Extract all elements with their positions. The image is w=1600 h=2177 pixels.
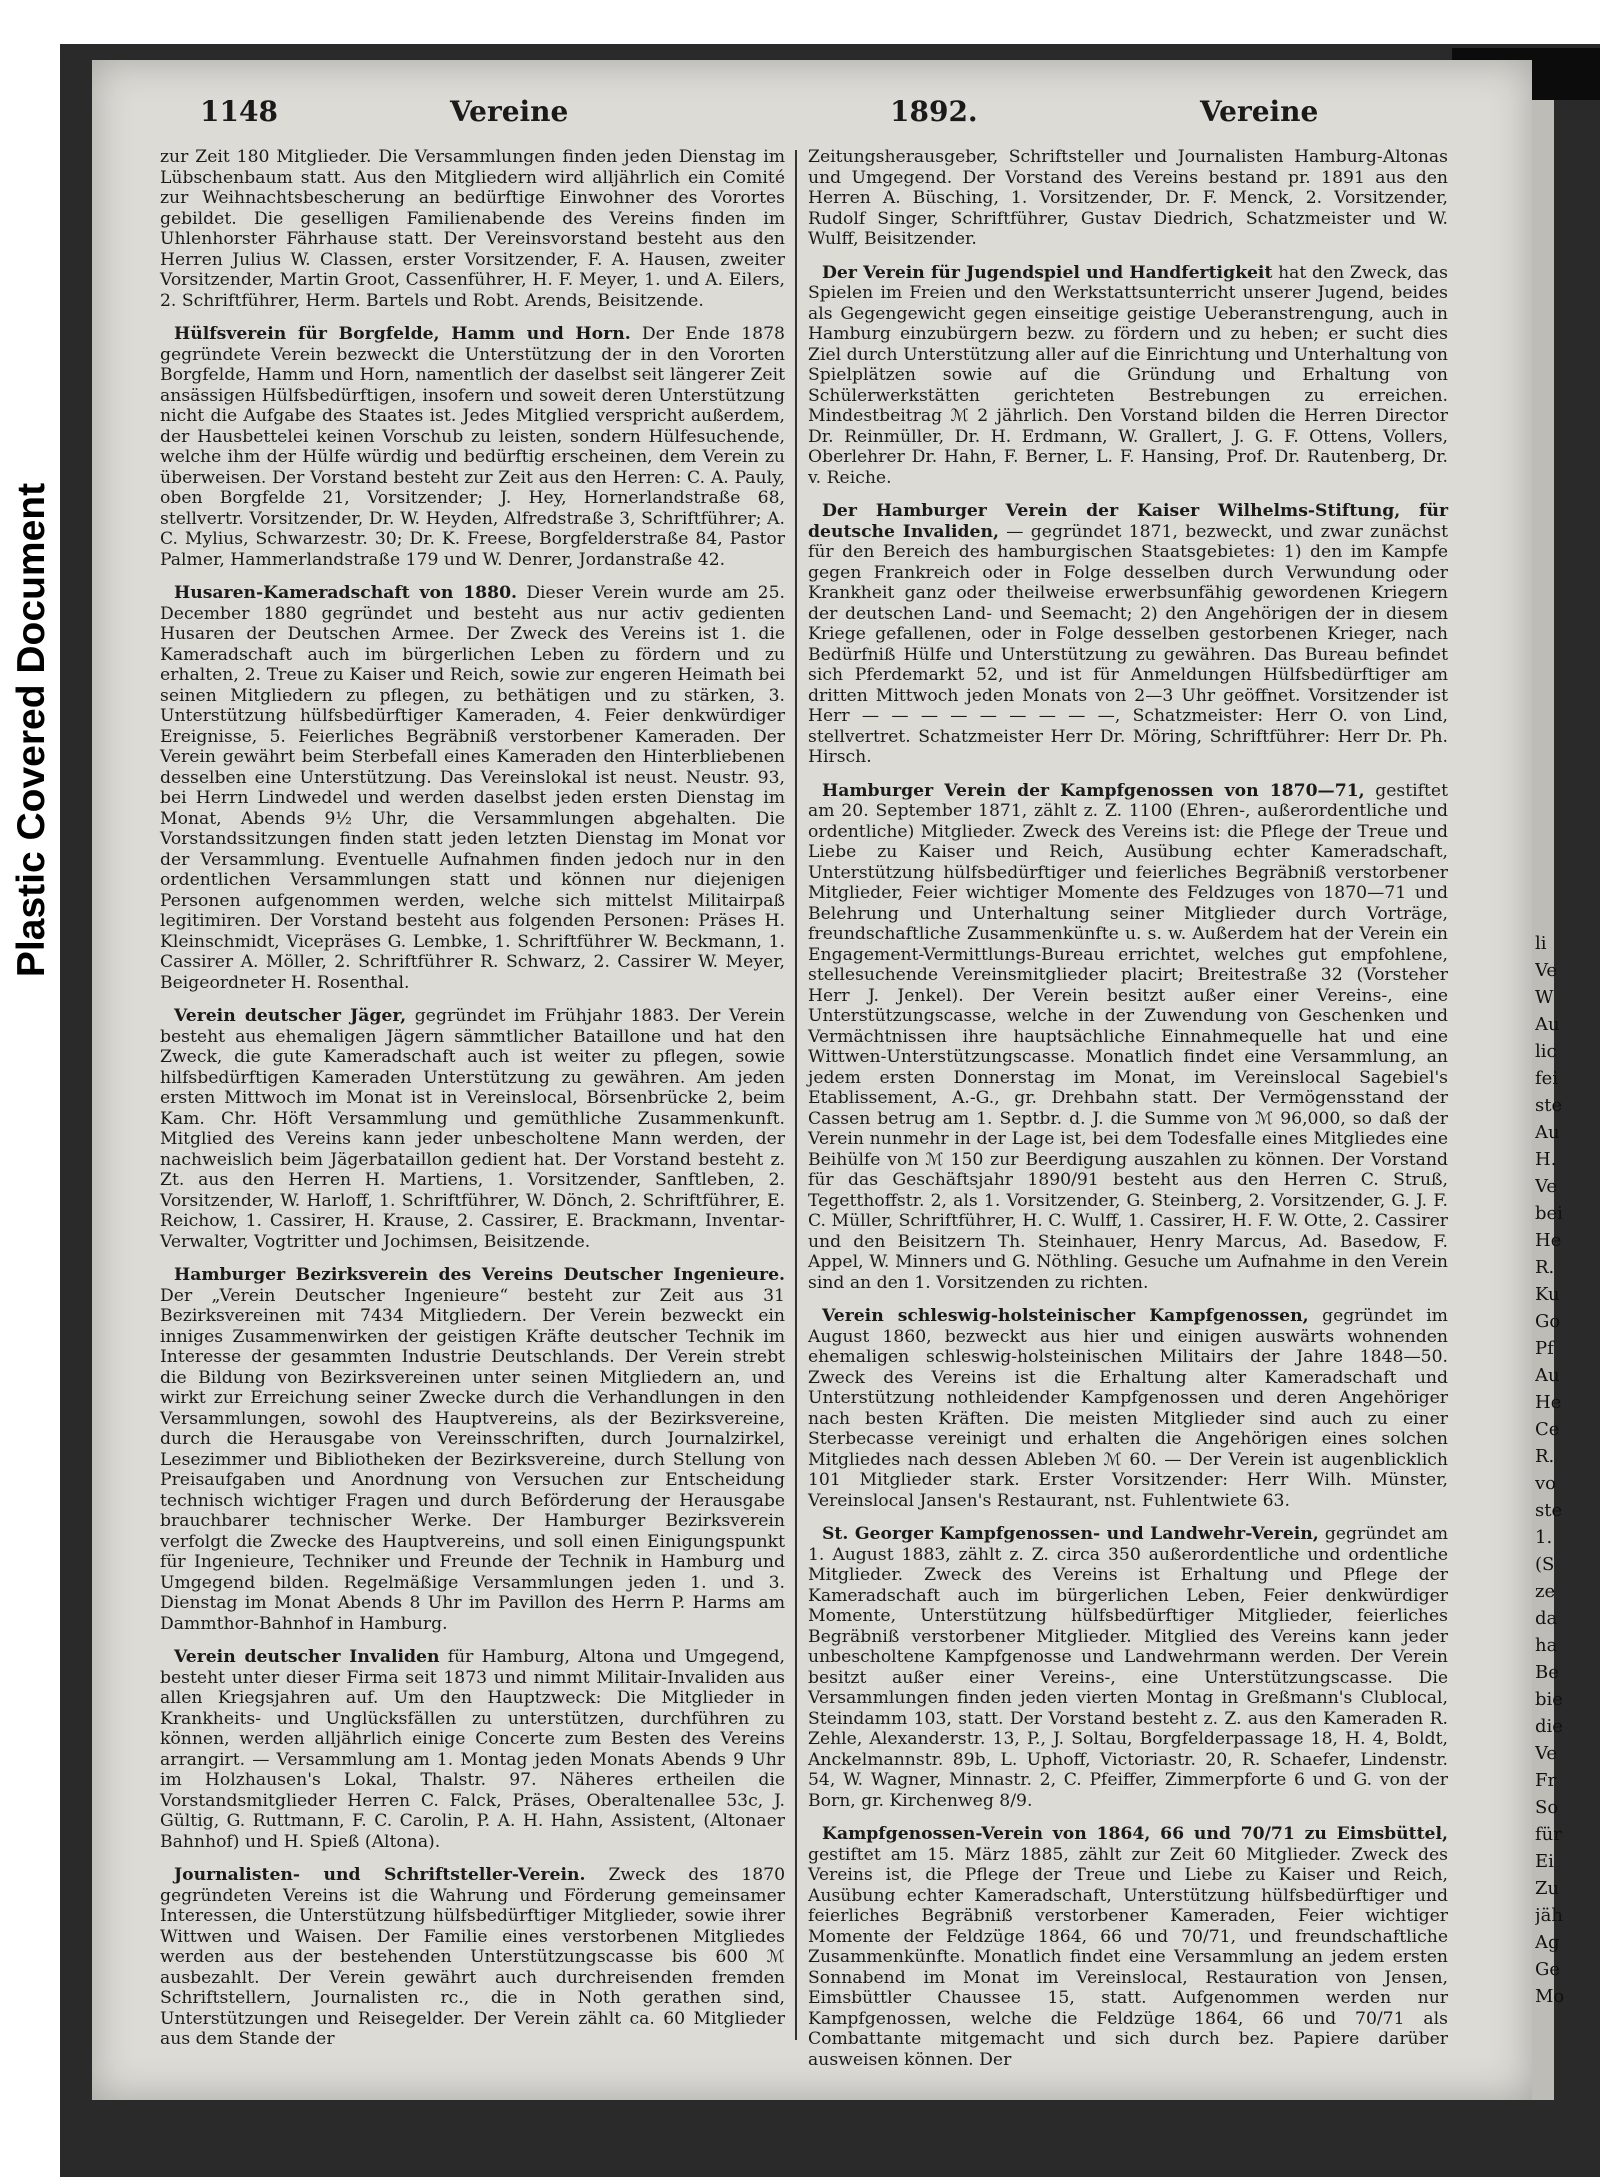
page-header: [150, 95, 1450, 145]
margin-fragment: W: [1535, 987, 1554, 1008]
left-column: [160, 147, 785, 2063]
plastic-covered-label: [0, 460, 64, 1000]
margin-fragment: R.: [1535, 1446, 1555, 1467]
margin-fragment: Ve: [1535, 960, 1557, 981]
margin-fragment: ze: [1535, 1581, 1556, 1602]
article-entry: [808, 1824, 1448, 2070]
margin-fragment: fei: [1535, 1068, 1559, 1089]
article-entry: [160, 1265, 785, 1634]
entry-heading: Verein schleswig-holsteinischer Kampfgenossen,: [822, 1306, 1309, 1326]
margin-fragment: Go: [1535, 1311, 1561, 1332]
running-head-right: Vereine: [1200, 95, 1319, 128]
entry-heading: Der Hamburger Verein der Kaiser Wilhelms-Stiftung, für deutsche Invaliden,: [808, 501, 1448, 542]
margin-fragment: R.: [1535, 1257, 1555, 1278]
entry-heading: Verein deutscher Invaliden: [174, 1647, 440, 1667]
margin-fragment: lic: [1535, 1041, 1557, 1062]
margin-fragment: (S: [1535, 1554, 1555, 1575]
article-entry: [160, 1647, 785, 1852]
entry-heading: Husaren-Kameradschaft von 1880.: [174, 583, 518, 603]
right-column: [808, 147, 1448, 2083]
article-entry: [808, 1306, 1448, 1511]
entry-heading: St. Georger Kampfgenossen- und Landwehr-Verein,: [822, 1524, 1319, 1544]
margin-fragment: Pf: [1535, 1338, 1554, 1359]
entry-text: Der „Verein Deutscher Ingenieure“ besteht zur Zeit aus 31 Bezirksvereinen mit 7434 Mitgliedern. Der Verein bezweckt ein inniges Zusammenwirken der geistigen Kräfte deutscher Technik im Interesse der gesammten Industrie Deutschlands. Der Verein strebt die Bildung von Bezirksvereinen unter seinen Mitgliedern an, und wirkt zur Erreichung seiner Zwecke durch die Verhandlungen in den Versammlungen, sowohl des Hauptvereins, als der Bezirksvereine, durch die Herausgabe von Vereinsschriften, durch Journalzirkel, Lesezimmer und Bibliotheken der Bezirksvereine, durch Stellung von Preisaufgaben und Anordnung von Versuchen zur Entscheidung technisch wichtiger Fragen und durch Beförderung der Herausgabe brauchbarer technischer Werke. Der Hamburger Bezirksverein verfolgt die Zwecke des Hauptvereins, und soll einen Einigungspunkt für Ingenieure, Techniker und Freunde der Technik in Hamburg und Umgegend bilden. Regelmäßige Versammlungen jeden 1. und 3. Dienstag im Monat Abends 8 Uhr im Pavillon des Herrn P. Harms am Dammthor-Bahnhof in Hamburg.: [160, 1285, 785, 1634]
margin-fragment: Au: [1535, 1014, 1560, 1035]
margin-fragment: Mo: [1535, 1986, 1565, 2007]
margin-fragment: vo: [1535, 1473, 1557, 1494]
entry-heading: Kampfgenossen-Verein von 1864, 66 und 70/71 zu Eimsbüttel,: [822, 1824, 1448, 1844]
article-entry: [808, 781, 1448, 1294]
margin-fragment: bie: [1535, 1689, 1563, 1710]
entry-text: gegründet im August 1860, bezweckt aus hier und einigen auswärts wohnenden ehemaligen schleswig-holsteinischen Militairs der Jahre 1848—50. Zweck des Vereins ist die Erhaltung alter Kameradschaft und Unterstützung nothleidender Kampfgenossen und deren Angehöriger nach besten Kräften. Die meisten Mitglieder sind auch zu einer Sterbecasse vereinigt und erhalten die Angehörigen eines solchen Mitgliedes nach dessen Ableben ℳ 60. — Der Verein ist augenblicklich 101 Mitglieder stark. Erster Vorsitzender: Herr Wilh. Münster, Vereinslocal Jansen's Restaurant, nst. Fuhlentwiete 63.: [808, 1306, 1448, 1511]
article-entry: [160, 583, 785, 993]
margin-fragment: Ei: [1535, 1851, 1554, 1872]
entry-heading: Der Verein für Jugendspiel und Handfertigkeit: [822, 262, 1273, 283]
margin-fragment: Ku: [1535, 1284, 1560, 1305]
entry-text: zur Zeit 180 Mitglieder. Die Versammlungen finden jeden Dienstag im Lübschenbaum statt. Aus den Mitgliedern wird alljährlich ein Comité zur Weihnachtsbescherung an bedürftige Einwohner des Vorortes gebildet. Die geselligen Familienabende des Vereins finden im Uhlenhorster Fährhause statt. Der Vereinsvorstand besteht aus den Herren Julius W. Classen, erster Vorsitzender, F. A. Hausen, zweiter Vorsitzender, Martin Groot, Cassenführer, H. F. Meyer, 1. und A. Eilers, 2. Schriftführer, Herm. Bartels und Robt. Arends, Beisitzende.: [160, 147, 785, 311]
margin-fragment: die: [1535, 1716, 1563, 1737]
adjacent-page-fragments: [1535, 930, 1600, 2010]
entry-text: für Hamburg, Altona und Umgegend, besteht unter dieser Firma seit 1873 und nimmt Militair-Invaliden aus allen Kriegsjahren auf. Um den Hauptzweck: Die Mitglieder in Krankheits- und Unglücksfällen zu unterstützen, durchführen zu können, werden alljährlich einige Concerte zum Besten des Vereins arrangirt. — Versammlung am 1. Montag jeden Monats Abends 9 Uhr im Holzhausen's Lokal, Thalstr. 97. Näheres ertheilen die Vorstandsmitglieder Herren C. Falck, Präses, Oberaltenallee 53c, J. Gültig, G. Ruttmann, F. C. Carolin, P. A. H. Hahn, Assistent, (Altonaer Bahnhof) und H. Spieß (Altona).: [160, 1647, 786, 1852]
page-number: 1148: [200, 95, 278, 128]
side-label-text: Plastic Covered Document: [10, 482, 53, 978]
entry-text: gestiftet am 15. März 1885, zählt zur Zeit 60 Mitglieder. Zweck des Vereins ist, die Pflege der Treue und Liebe zu Kaiser und Reich, Ausübung echter Kameradschaft, Unterstützung hülfsbedürftiger und feierliches Begräbniß verstorbener Kameraden, Feier wichtiger Momente der Feldzüge 1864, 66 und 70/71, und freundschaftliche Zusammenkünfte. Monatlich findet eine Versammlung an jedem ersten Sonnabend im Monat im Vereinslocal, Restauration von Jensen, Eimsbüttler Chaussee 15, statt. Aufgenommen werden nur Kampfgenossen, welche die Feldzüge 1864, 66 und 70/71 als Combattante mitgemacht und sich durch bez. Papiere darüber ausweisen können. Der: [808, 1844, 1448, 2070]
entry-heading: Hülfsverein für Borgfelde, Hamm und Horn.: [174, 324, 631, 344]
margin-fragment: Ce: [1535, 1419, 1560, 1440]
entry-heading: Journalisten- und Schriftsteller-Verein.: [174, 1865, 586, 1885]
page-content: [150, 95, 1450, 2070]
margin-fragment: He: [1535, 1230, 1562, 1251]
margin-fragment: Au: [1535, 1365, 1560, 1386]
running-head-year: 1892.: [890, 95, 978, 128]
margin-fragment: bei: [1535, 1203, 1563, 1224]
entry-text: — gegründet 1871, bezweckt, und zwar zunächst für den Bereich des hamburgischen Staatsgebietes: 1) den im Kampfe gegen Frankreich oder in Folge desselben durch Verwundung oder Krankheit ganz oder theilweise erwerbsunfähig gewordenen Kriegern der deutschen Land- und Seemacht; 2) den Angehörigen der in diesem Kriege gefallenen, oder in Folge desselben gestorbenen Krieger, nach Bedürfniß Hülfe und Unterstützung zu gewähren. Das Bureau befindet sich Pferdemarkt 52, und ist für Anmeldungen Hülfsbedürftiger am dritten Mittwoch jeden Monats von 2—3 Uhr geöffnet. Vorsitzender ist Herr — — — — — — — — —, Schatzmeister: Herr O. von Lind, stellvertret. Schatzmeister Herr Dr. Möring, Schriftführer: Herr Dr. Ph. Hirsch.: [808, 521, 1448, 767]
margin-fragment: li: [1535, 933, 1547, 954]
margin-fragment: für: [1535, 1824, 1562, 1845]
article-entry: [160, 324, 785, 570]
article-entry: [160, 147, 785, 311]
article-entry: [808, 263, 1448, 489]
margin-fragment: Ge: [1535, 1959, 1561, 1980]
entry-heading: Hamburger Verein der Kampfgenossen von 1870—71,: [822, 780, 1365, 801]
entry-text: gestiftet am 20. September 1871, zählt z. Z. 1100 (Ehren-, außerordentliche und ordentliche) Mitglieder. Zweck des Vereins ist: die Pflege der Treue und Liebe zu Kaiser und Reich, Ausübung echter Kameradschaft, Unterstützung hülfsbedürftiger und feierliches Begräbniß verstorbener Mitglieder, Feier wichtiger Momente des Feldzuges von 1870—71 und Belehrung und Unterhaltung seiner Mitglieder durch Vorträge, freundschaftliche Zusammenkünfte u. s. w. Außerdem hat der Verein ein Engagement-Vermittlungs-Bureau errichtet, welches gut empfohlene, stellesuchende Vereinsmitglieder placirt; Breitestraße 32 (Vorsteher Herr J. Jenkel). Der Verein besitzt außer einer Vereins-, eine Unterstützungscasse, welche in der Zuwendung von Geschenken und Vermächtnissen ihre hauptsächliche Einnahmequelle hat und eine Wittwen-Unterstützungscasse. Monatlich findet eine Versammlung, an jedem ersten Donnerstag im Monat, im Vereinslocal Sagebiel's Etablissement, A.-G., gr. Drehbahn statt. Der Vermögensstand der Cassen betrug am 1. Septbr. d. J. die Summe von ℳ 96,000, so daß der Verein nunmehr in der Lage ist, bei dem Todesfalle eines Mitgliedes eine Beihülfe von ℳ 150 zur Beerdigung auszahlen zu können. Der Vorstand für das Geschäftsjahr 1890/91 besteht aus den Herren C. Struß, Tegetthoffstr. 2, als 1. Vorsitzender, G. Steinberg, 2. Vorsitzender, G. J. F. C. Müller, Schriftführer, H. C. Wulff, 1. Cassirer, H. F. W. Otte, 2. Cassirer und den Beisitzern Th. Steinhauer, Henry Marcus, Ad. Basedow, F. Appel, W. Minners und G. Nöthling. Gesuche um Aufnahme in den Verein sind an den 1. Vorsitzenden zu richten.: [808, 780, 1448, 1293]
margin-fragment: Ve: [1535, 1176, 1557, 1197]
margin-fragment: 1.: [1535, 1527, 1553, 1548]
entry-text: Dieser Verein wurde am 25. December 1880 gegründet und besteht aus nur activ gedienten Husaren der Deutschen Armee. Der Zweck des Vereins ist 1. die Kameradschaft auch im bürgerlichen Leben zu fördern und zu erhalten, 2. Treue zu Kaiser und Reich, sowie zur engeren Heimath bei seinen Mitgliedern zu pflegen, zu bethätigen und zu stärken, 3. Unterstützung hülfsbedürftiger Kameraden, 4. Feier denkwürdiger Ereignisse, 5. Feierliches Begräbniß verstorbener Kameraden. Der Verein gewährt beim Sterbefall eines Kameraden den Hinterbliebenen desselben eine Unterstützung. Das Vereinslokal ist neust. Neustr. 93, bei Herrn Lindwedel und werden daselbst jeden ersten Dienstag im Monat, Abends 9½ Uhr, die Versammlungen abgehalten. Die Vorstandssitzungen finden statt jeden letzten Dienstag im Monat vor der Versammlung. Eventuelle Aufnahmen finden jedoch nur in den ordentlichen Versammlungen statt und können nur diejenigen Personen aufgenommen werden, welche sich mittelst Militairpaß legitimiren. Der Vorstand besteht aus folgenden Personen: Präses H. Kleinschmidt, Vicepräses G. Lembke, 1. Schriftführer W. Beckmann, 1. Cassirer A. Möller, 2. Schriftführer R. Schwarz, 2. Cassirer W. Meyer, Beigeordneter H. Rosenthal.: [160, 583, 785, 993]
column-divider: [795, 150, 797, 2040]
margin-fragment: Zu: [1535, 1878, 1560, 1899]
entry-text: gegründet im Frühjahr 1883. Der Verein besteht aus ehemaligen Jägern sämmtlicher Bataillone und hat den Zweck, die gute Kameradschaft auch ist weiter zu pflegen, sowie hilfsbedürftigen Kameraden Unterstützung zu gewähren. Am jeden ersten Mittwoch im Monat ist in Vereinslocal, Börsenbrücke 2, beim Kam. Chr. Höft Versammlung und gemüthliche Zusammenkunft. Mitglied des Vereins kann jeder unbescholtene Mann werden, der nachweislich beim Jägerbataillon gedient hat. Der Vorstand besteht z. Zt. aus den Herren H. Martiens, 1. Vorsitzender, Sanftleben, 2. Vorsitzender, W. Harloff, 1. Schriftführer, W. Dönch, 2. Schriftführer, E. Reichow, 1. Cassirer, H. Krause, 2. Cassirer, E. Brackmann, Inventar-Verwalter, Vogtritter und Jochimsen, Beisitzende.: [160, 1006, 785, 1252]
margin-fragment: Ve: [1535, 1743, 1557, 1764]
article-entry: [808, 501, 1448, 768]
article-entry: [160, 1865, 785, 2050]
entry-heading: Hamburger Bezirksverein des Vereins Deutscher Ingenieure.: [174, 1265, 785, 1285]
margin-fragment: ha: [1535, 1635, 1558, 1656]
entry-text: gegründet am 1. August 1883, zählt z. Z. circa 350 außerordentliche und ordentliche Mitglieder. Zweck des Vereins ist Erhaltung und Pflege der Kameradschaft auch im bürgerlichen Leben, Feier denkwürdiger Momente, Unterstützung hülfsbedürftiger Mitglieder, feierliches Begräbniß verstorbener Mitglieder. Mitglied des Vereins kann jeder unbescholtene Kampfgenosse und Landwehrmann werden. Der Verein besitzt außer einer Vereins-, eine Unterstützungscasse. Die Versammlungen finden jeden vierten Montag in Greßmann's Clublocal, Steindamm 103, statt. Der Vorstand besteht z. Z. aus den Kameraden R. Zehle, Alexanderstr. 13, P., J. Soltau, Borgfelderpassage 18, H. 4, Boldt, Anckelmannstr. 89b, L. Uphoff, Victoriastr. 20, R. Schaefer, Lindenstr. 54, W. Wagner, Minnastr. 2, C. Pfeiffer, Zimmerpforte 6 und G. von der Born, gr. Kirchenweg 8/9.: [808, 1524, 1448, 1811]
margin-fragment: So: [1535, 1797, 1559, 1818]
running-head-left: Vereine: [450, 95, 569, 128]
article-entry: [808, 147, 1448, 250]
article-entry: [808, 1524, 1448, 1811]
margin-fragment: Be: [1535, 1662, 1559, 1683]
article-entry: [160, 1006, 785, 1252]
margin-fragment: jäh: [1535, 1905, 1563, 1926]
margin-fragment: Au: [1535, 1122, 1560, 1143]
margin-fragment: ste: [1535, 1500, 1563, 1521]
margin-fragment: Ag: [1535, 1932, 1560, 1953]
margin-fragment: H.: [1535, 1149, 1557, 1170]
margin-fragment: ste: [1535, 1095, 1563, 1116]
entry-text: hat den Zweck, das Spielen im Freien und den Werkstattsunterricht unserer Jugend, beides als Gegengewicht gegen einseitige geistige Ueberanstrengung, auch in Hamburg einzubürgern bezw. zu fördern und zu heben; er sucht dies Ziel durch Unterstützung aller auf die Einrichtung und Unterhaltung von Spielplätzen sowie auf die Gründung und Erhaltung von Schülerwerkstätten gerichteten Bestrebungen zu erreichen. Mindestbeitrag ℳ 2 jährlich. Den Vorstand bilden die Herren Director Dr. Reinmüller, Dr. H. Erdmann, W. Grallert, J. G. F. Ottens, Vollers, Oberlehrer Dr. Hahn, F. Berner, L. F. Hansing, Prof. Dr. Rautenberg, Dr. v. Reiche.: [808, 262, 1448, 488]
margin-fragment: Fr: [1535, 1770, 1557, 1791]
entry-text: Zweck des 1870 gegründeten Vereins ist die Wahrung und Förderung gemeinsamer Interessen, die Unterstützung hülfsbedürftiger Mitglieder, sowie ihrer Wittwen und Waisen. Der Familie eines verstorbenen Mitgliedes werden aus der bestehenden Unterstützungscasse bis 600 ℳ ausbezahlt. Der Verein gewährt auch durchreisenden fremden Schriftstellern, Journalisten rc., die in Noth gerathen sind, Unterstützungen und Reisegelder. Der Verein zählt ca. 60 Mitglieder aus dem Stande der: [160, 1865, 786, 2049]
entry-text: Der Ende 1878 gegründete Verein bezweckt die Unterstützung der in den Vororten Borgfelde, Hamm und Horn, namentlich der daselbst seit längerer Zeit ansässigen Hülfsbedürftigen, insofern und soweit deren Unterstützung nicht die Aufgabe des Staates ist. Jedes Mitglied verspricht außerdem, der Hausbettelei keinen Vorschub zu leisten, sondern Hülfesuchende, welche ihm der Hülfe würdig und bedürftig erscheinen, dem Verein zu überweisen. Der Vorstand besteht zur Zeit aus den Herren: C. A. Pauly, oben Borgfelde 21, Vorsitzender; J. Hey, Hornerlandstraße 68, stellvertr. Vorsitzender, Dr. W. Heyden, Alfredstraße 3, Schriftführer; A. C. Mylius, Schwarzestr. 30; Dr. K. Freese, Borgfelderstraße 84, Pastor Palmer, Hammerlandstraße 179 und W. Denrer, Jordanstraße 42.: [160, 324, 785, 570]
margin-fragment: He: [1535, 1392, 1562, 1413]
entry-text: Zeitungsherausgeber, Schriftsteller und Journalisten Hamburg-Altonas und Umgegend. Der Vorstand des Vereins bestand pr. 1891 aus den Herren A. Büsching, 1. Vorsitzender, Dr. F. Menck, 2. Vorsitzender, Rudolf Singer, Schriftführer, Gustav Diedrich, Schatzmeister und W. Wulff, Beisitzender.: [808, 147, 1448, 249]
entry-heading: Verein deutscher Jäger,: [174, 1006, 407, 1026]
margin-fragment: da: [1535, 1608, 1558, 1629]
